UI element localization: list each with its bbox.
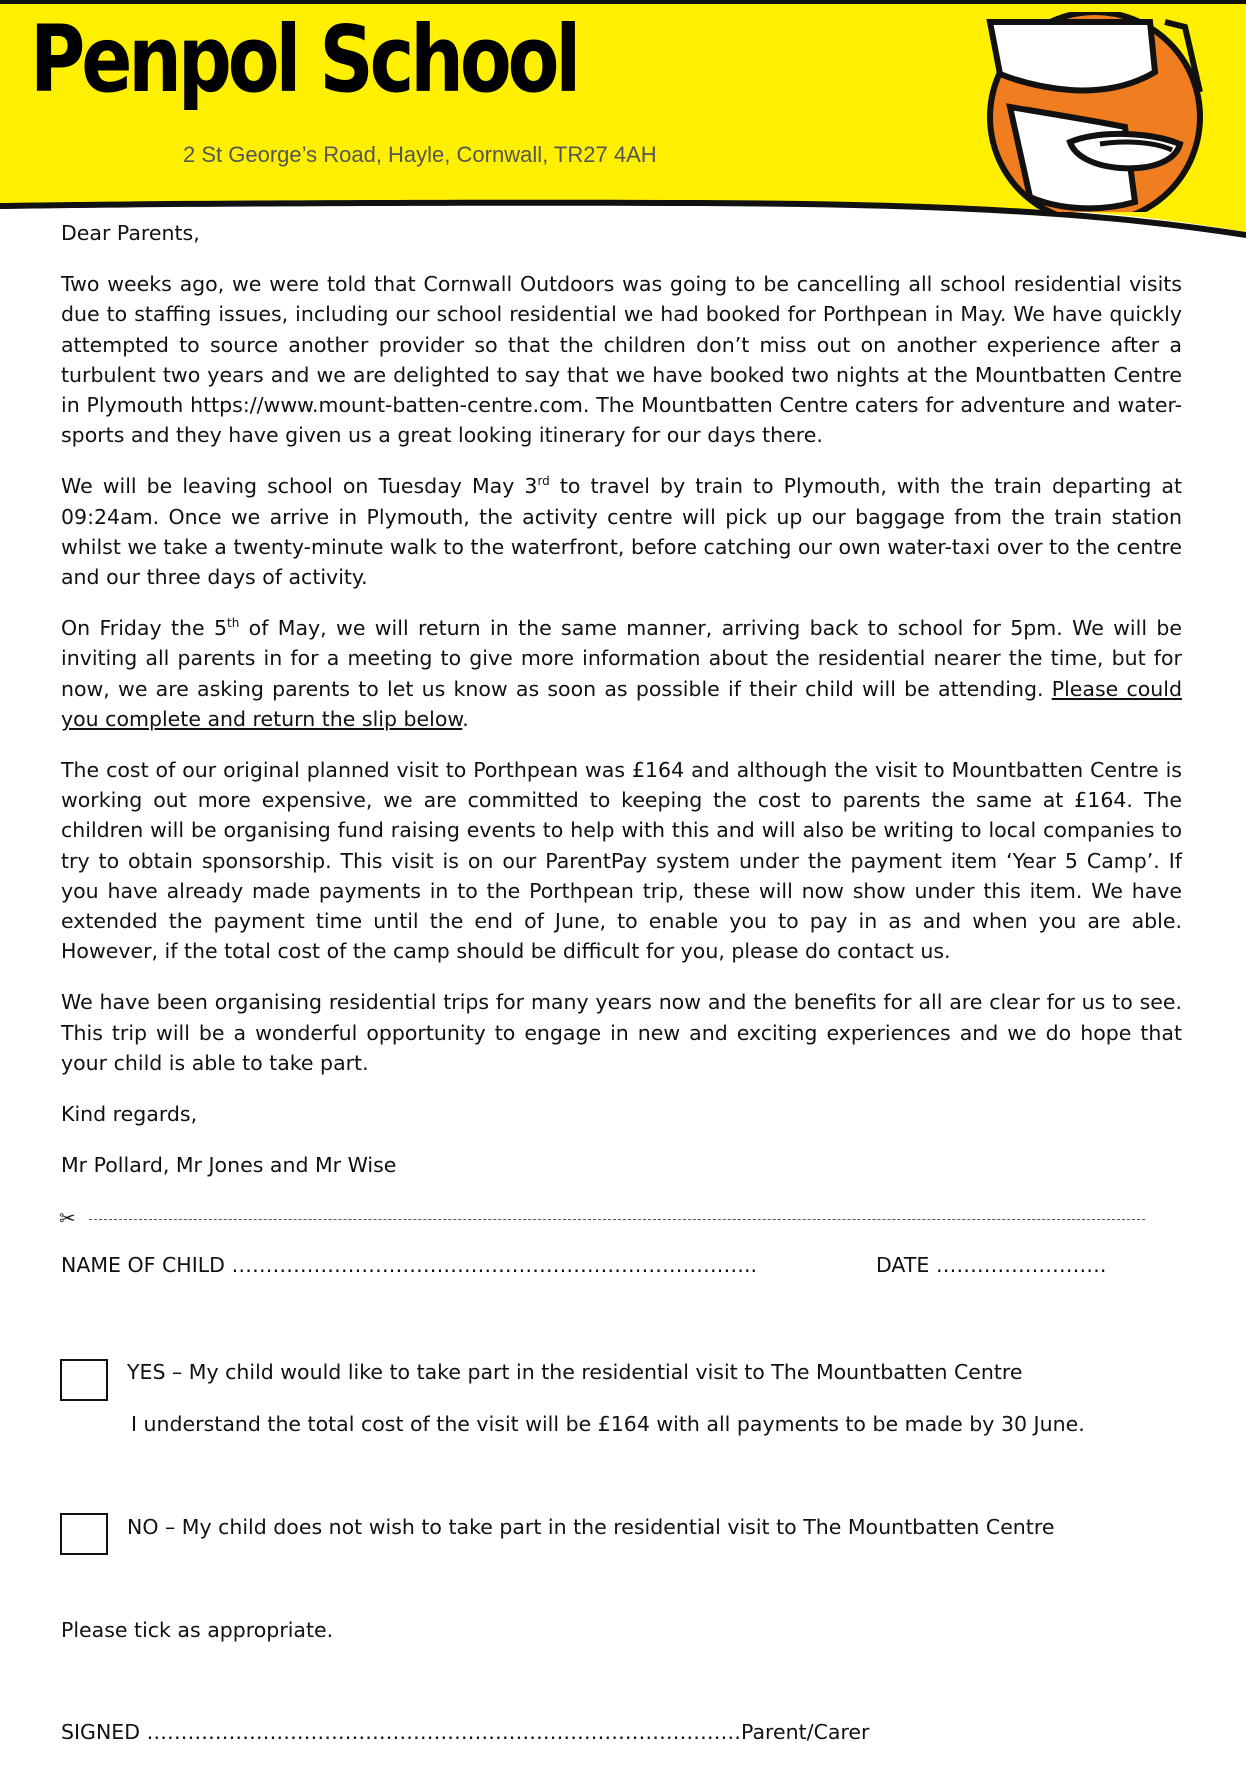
travel-text-b: to travel by train to Plymouth, with the train departing at 09:24am. Once we arrive in Plymouth, the activity centre will pick up our baggage from the train station whilst we take a twenty-minute walk to the waterfront, before catching our own water-taxi over to the centre and our three days of activity. (61, 474, 1182, 590)
paragraph-cancellation: Two weeks ago, we were told that Cornwall Outdoors was going to be cancelling all school residential visits due to staffing issues, including our school residential we had booked for Porthpean in May. We have quickly attempted to source another provider so that the children don’t miss out on another experience after a turbulent two years and we are delighted to say that we have booked two nights at the Mountbatten Centre in Plymouth https://www.mount-batten-centre.com. The Mountbatten Centre caters for adventure and water-sports and they have given us a great looking itinerary for our days there. (61, 272, 1182, 448)
travel-sup: rd (537, 474, 550, 489)
child-name-row (61, 1253, 1161, 1277)
paragraph-benefits: We have been organising residential trips for many years now and the benefits for all are clear for us to see. This trip will be a wonderful opportunity to engage in new and exciting experiences and we do hope that your child is able to take part. (61, 990, 1182, 1075)
paragraph-return (61, 613, 1182, 734)
letter-signatories: Mr Pollard, Mr Jones and Mr Wise (61, 1153, 397, 1178)
yes-checkbox[interactable] (60, 1359, 108, 1401)
letter-greeting: Dear Parents, (61, 221, 200, 245)
letter-closing: Kind regards, (61, 1102, 198, 1127)
date-field[interactable]: DATE ……………………. (876, 1253, 1107, 1277)
school-name: Penpol School (30, 6, 578, 113)
paragraph-travel (61, 471, 1182, 592)
signature-field[interactable]: SIGNED ……………………………………………………………………………Parent/Carer (61, 1720, 870, 1744)
travel-text-a: We will be leaving school on Tuesday May 3 (61, 474, 538, 499)
no-checkbox[interactable] (60, 1513, 108, 1555)
no-option-label: NO – My child does not wish to take part in the residential visit to The Mountbatten Centre (127, 1515, 1055, 1539)
school-address: 2 St George’s Road, Hayle, Cornwall, TR27 4AH (183, 142, 657, 167)
yes-cost-note: I understand the total cost of the visit will be £164 with all payments to be made by 30 June. (131, 1412, 1085, 1436)
scissors-icon: ✂ (59, 1206, 76, 1230)
tear-off-line (59, 1206, 1147, 1232)
ship-sail-logo-icon (950, 12, 1240, 216)
return-sup: th (227, 616, 240, 631)
return-text-b: of May, we will return in the same manner, arriving back to school for 5pm. We will be inviting all parents in for a meeting to give more information about the residential nearer the time, but for now, we are asking parents to let us know as soon as possible if their child will be attending. (61, 616, 1182, 701)
dashed-divider (89, 1219, 1145, 1220)
child-name-field[interactable]: NAME OF CHILD ………………………………………………………………….. (61, 1253, 757, 1277)
return-text-a: On Friday the 5 (61, 616, 228, 641)
yes-option-label: YES – My child would like to take part in the residential visit to The Mountbatten Centre (127, 1360, 1023, 1384)
return-slip-request: Please could you complete and return the slip below (61, 676, 1182, 731)
paragraph-cost: The cost of our original planned visit to Porthpean was £164 and although the visit to Mountbatten Centre is working out more expensive, we are committed to keeping the cost to parents the same at £164. The children will be organising fund raising events to help with this and will also be writing to local companies to try to obtain sponsorship. This visit is on our ParentPay system under the payment item ‘Year 5 Camp’. If you have already made payments in to the Porthpean trip, these will now show under this item. We have extended the payment time until the end of June, to enable you to pay in as and when you are able. However, if the total cost of the camp should be difficult for you, please do contact us. (61, 758, 1182, 964)
tick-instruction: Please tick as appropriate. (61, 1618, 334, 1642)
return-text-end: . (462, 706, 469, 731)
letter-body (61, 218, 1182, 1201)
